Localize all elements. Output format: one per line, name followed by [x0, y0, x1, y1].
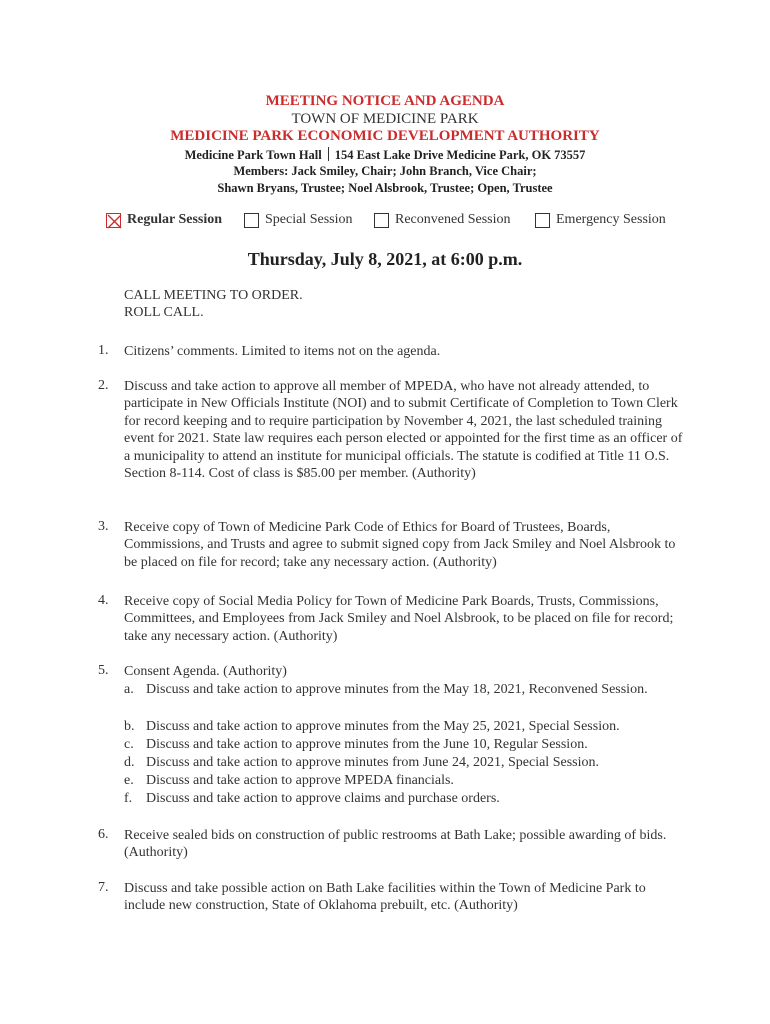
consent-letter: c.: [124, 737, 134, 752]
agenda-item-3: Receive copy of Town of Medicine Park Code of Ethics for Board of Trustees, Boards, Commissions, and Trusts and agree to submit signed copy from Jack Smiley and Noel Alsbrook to be placed on file for record; take any necessary action. (Authority): [124, 520, 676, 570]
authority-name: MEDICINE PARK ECONOMIC DEVELOPMENT AUTHORITY: [170, 128, 600, 144]
consent-text: Discuss and take action to approve MPEDA financials.: [146, 773, 454, 788]
session-regular[interactable]: [106, 212, 222, 228]
agenda-item-6: Receive sealed bids on construction of public restrooms at Bath Lake; possible awarding of bids. (Authority): [124, 828, 667, 861]
call-to-order: CALL MEETING TO ORDER.: [124, 288, 303, 303]
meeting-location: [0, 147, 770, 163]
agenda-item-7: Discuss and take possible action on Bath Lake facilities within the Town of Medicine Park to include new construction, State of Oklahoma prebuilt, etc. (Authority): [124, 881, 646, 914]
session-emergency-label: Emergency Session: [556, 212, 666, 227]
consent-text: Discuss and take action to approve claims and purchase orders.: [146, 791, 500, 806]
consent-letter: a.: [124, 682, 134, 697]
item-number: 3.: [98, 519, 109, 534]
town-name: TOWN OF MEDICINE PARK: [291, 111, 479, 127]
consent-text: Discuss and take action to approve minutes from June 24, 2021, Special Session.: [146, 755, 599, 770]
consent-text: Discuss and take action to approve minutes from the June 10, Regular Session.: [146, 737, 588, 752]
checkbox-icon[interactable]: [535, 213, 550, 228]
consent-text: Discuss and take action to approve minutes from the May 25, 2021, Special Session.: [146, 719, 620, 734]
session-emergency[interactable]: [535, 212, 666, 228]
item-number: 1.: [98, 343, 109, 358]
session-type-row: [106, 212, 686, 234]
item-number: 6.: [98, 827, 109, 842]
item-number: 7.: [98, 880, 109, 895]
agenda-item-5: Consent Agenda. (Authority): [124, 664, 287, 679]
item-number: 2.: [98, 378, 109, 393]
agenda-item-4: Receive copy of Social Media Policy for Town of Medicine Park Boards, Trusts, Commissions, Committees, and Employees from Jack Smiley and Noel Alsbrook, to be placed on file for record; take any necessary action. (Authority): [124, 594, 674, 644]
session-reconvened-label: Reconvened Session: [395, 212, 511, 227]
roll-call: ROLL CALL.: [124, 305, 204, 320]
agenda-title: MEETING NOTICE AND AGENDA: [265, 93, 505, 109]
meeting-date: Thursday, July 8, 2021, at 6:00 p.m.: [247, 249, 523, 269]
checked-box-icon[interactable]: [106, 213, 121, 228]
session-regular-label: Regular Session: [127, 212, 223, 227]
agenda-item-2: Discuss and take action to approve all member of MPEDA, who have not already attended, to participate in New Officials Institute (NOI) and to submit Certificate of Completion to Town Clerk for record keeping and to require participation by November 4, 2021, the last scheduled training event for 2021. State law requires each person elected or appointed for the first time as an officer of a municipality to attend an institute for municipal officials. The statute is codified at Title 11 O.S. Section 8-114. Cost of class is $85.00 per member. (Authority): [124, 379, 683, 482]
session-special[interactable]: [244, 212, 353, 228]
item-number: 4.: [98, 593, 109, 608]
consent-letter: d.: [124, 755, 135, 770]
location-address: 154 East Lake Drive Medicine Park, OK 73557: [334, 148, 586, 162]
item-number: 5.: [98, 663, 109, 678]
consent-text: Discuss and take action to approve minutes from the May 18, 2021, Reconvened Session.: [146, 682, 648, 697]
separator-bar: [328, 147, 329, 161]
location-name: Medicine Park Town Hall: [184, 148, 322, 162]
agenda-item-1: Citizens’ comments. Limited to items not on the agenda.: [124, 344, 441, 359]
consent-letter: b.: [124, 719, 135, 734]
consent-letter: e.: [124, 773, 134, 788]
members-line-2: Shawn Bryans, Trustee; Noel Alsbrook, Trustee; Open, Trustee: [217, 181, 553, 195]
session-reconvened[interactable]: [374, 212, 510, 228]
consent-letter: f.: [124, 791, 133, 806]
session-special-label: Special Session: [265, 212, 353, 227]
checkbox-icon[interactable]: [244, 213, 259, 228]
consent-item-a: [124, 681, 684, 717]
members-line-1: Members: Jack Smiley, Chair; John Branch, Vice Chair;: [233, 164, 537, 178]
checkbox-icon[interactable]: [374, 213, 389, 228]
